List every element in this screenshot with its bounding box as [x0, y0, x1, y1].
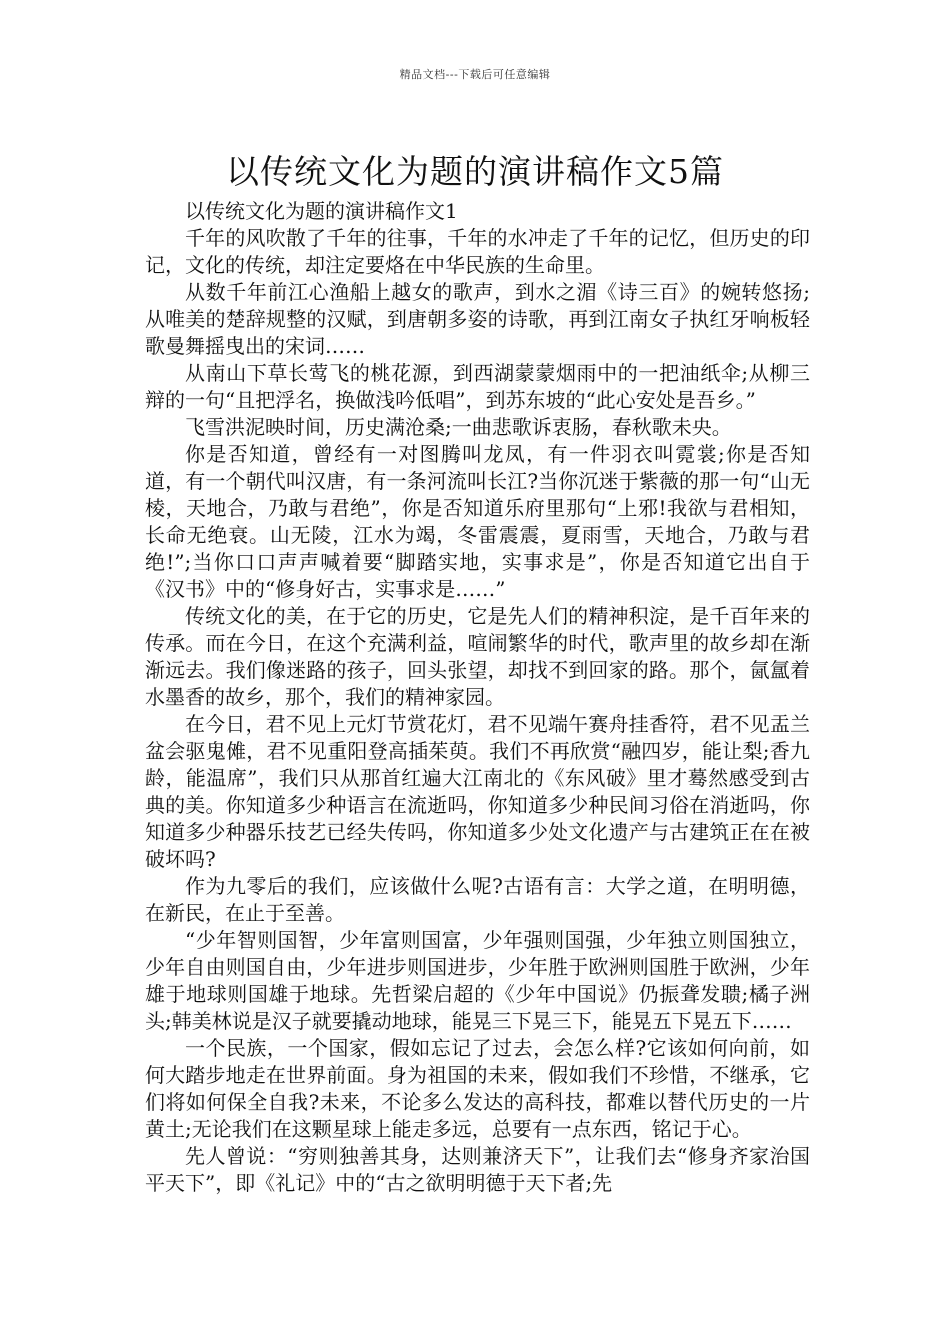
paragraph: 传统文化的美，在于它的历史，它是先人们的精神积淀，是千百年来的传承。而在今日，在这个充满利益，喧闹繁华的时代，歌声里的故乡却在渐渐远去。我们像迷路的孩子，回头张望，却找不到回家的路。那个，氤氲着水墨香的故乡，那个，我们的精神家园。 — [145, 604, 810, 709]
paragraph: 一个民族，一个国家，假如忘记了过去，会怎么样?它该如何向前，如何大踏步地走在世界前面。身为祖国的未来，假如我们不珍惜，不继承，它们将如何保全自我?未来，不论多么发达的高科技，都难以替代历史的一片黄土;无论我们在这颗星球上能走多远，总要有一点东西，铭记于心。 — [145, 1036, 810, 1141]
document-body — [145, 198, 810, 1197]
paragraph: 先人曾说：“穷则独善其身，达则兼济天下”，让我们去“修身齐家治国平天下”，即《礼记》中的“古之欲明明德于天下者;先 — [145, 1144, 810, 1195]
paragraph: “少年智则国智，少年富则国富，少年强则国强，少年独立则国独立，少年自由则国自由，少年进步则国进步，少年胜于欧洲则国胜于欧洲，少年雄于地球则国雄于地球。先哲梁启超的《少年中国说》仍振聋发聩;橘子洲头;韩美林说是汉子就要撬动地球，能晃三下晃三下，能晃五下晃五下…… — [145, 928, 810, 1033]
paragraph: 从南山下草长莺飞的桃花源，到西湖蒙蒙烟雨中的一把油纸伞;从柳三辩的一句“且把浮名，换做浅吟低唱”，到苏东坡的“此心安处是吾乡。” — [145, 361, 810, 412]
paragraph: 飞雪洪泥映时间，历史满沧桑;一曲悲歌诉衷肠，春秋歌未央。 — [185, 415, 732, 439]
document-subtitle: 以传统文化为题的演讲稿作文1 — [185, 199, 458, 223]
paragraph: 在今日，君不见上元灯节赏花灯，君不见端午赛舟挂香符，君不见盂兰盆会驱鬼傩，君不见重阳登高插茱萸。我们不再欣赏“融四岁，能让梨;香九龄，能温席”，我们只从那首红遍大江南北的《东风破》里才蓦然感受到古典的美。你知道多少种语言在流逝吗，你知道多少种民间习俗在消逝吗，你知道多少种器乐技艺已经失传吗，你知道多少处文化遗产与古建筑正在在被破坏吗? — [145, 712, 810, 871]
paragraph: 千年的风吹散了千年的往事，千年的水冲走了千年的记忆，但历史的印记，文化的传统，却注定要烙在中华民族的生命里。 — [145, 226, 810, 277]
document-title: 以传统文化为题的演讲稿作文5篇 — [226, 152, 724, 192]
paragraph: 你是否知道，曾经有一对图腾叫龙凤，有一件羽衣叫霓裳;你是否知道，有一个朝代叫汉唐，有一条河流叫长江?当你沉迷于紫薇的那一句“山无棱，天地合，乃敢与君绝”，你是否知道乐府里那句“上邪!我欲与君相知，长命无绝衰。山无陵，江水为竭，冬雷震震，夏雨雪，天地合，乃敢与君绝!”;当你口口声声喊着要“脚踏实地，实事求是”，你是否知道它出自于《汉书》中的“修身好古，实事求是……” — [145, 442, 810, 601]
header-note: 精品文档---下载后可任意编辑 — [399, 68, 551, 81]
paragraph: 从数千年前江心渔船上越女的歌声，到水之湄《诗三百》的婉转悠扬;从唯美的楚辞规整的汉赋，到唐朝多姿的诗歌，再到江南女子执红牙响板轻歌曼舞摇曳出的宋词…… — [145, 280, 810, 358]
paragraph: 作为九零后的我们，应该做什么呢?古语有言：大学之道，在明明德，在新民，在止于至善。 — [145, 874, 810, 925]
